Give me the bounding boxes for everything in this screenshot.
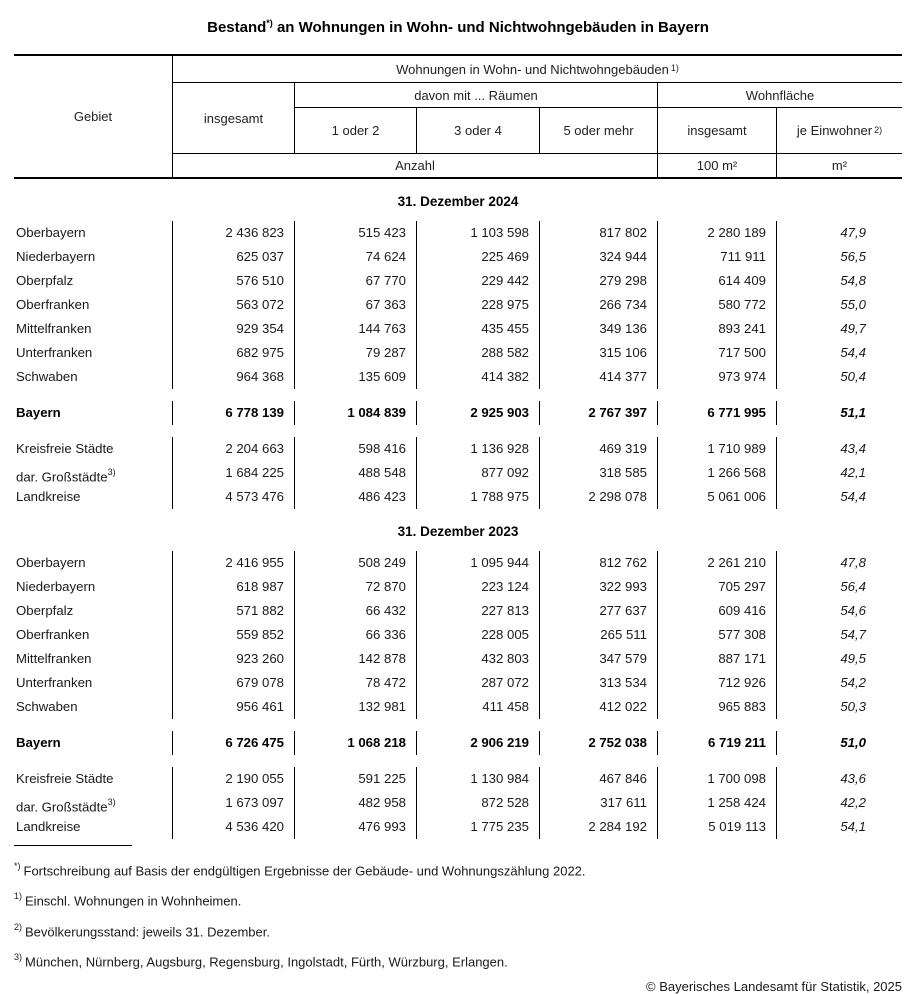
value-cell: 229 442	[417, 269, 540, 293]
value-cell: 2 767 397	[540, 401, 658, 425]
row-label-text: Landkreise	[16, 819, 81, 834]
row-label-text: Schwaben	[16, 699, 78, 714]
row-label	[14, 341, 173, 365]
value-cell: 580 772	[658, 293, 777, 317]
header-group-wohnungen	[173, 56, 902, 83]
value-cell: 6 726 475	[173, 731, 295, 755]
value-cell: 279 298	[540, 269, 658, 293]
value-cell: 67 363	[295, 293, 417, 317]
header-raeume-3-oder-4: 3 oder 4	[417, 108, 540, 153]
value-cell: 4 536 420	[173, 815, 295, 839]
value-cell: 571 882	[173, 599, 295, 623]
row-block	[14, 767, 902, 839]
value-cell: 872 528	[417, 791, 540, 815]
value-cell: 1 710 989	[658, 437, 777, 461]
value-cell: 467 846	[540, 767, 658, 791]
value-cell: 54,6	[840, 603, 866, 618]
value-cell: 315 106	[540, 341, 658, 365]
value-cell: 223 124	[417, 575, 540, 599]
value-cell: 2 190 055	[173, 767, 295, 791]
value-cell: 42,2	[840, 795, 866, 810]
value-cell: 964 368	[173, 365, 295, 389]
row-label-text: dar. Großstädte	[16, 469, 108, 485]
row-label	[14, 599, 173, 623]
value-cell: 56,5	[840, 249, 866, 264]
header-insgesamt: insgesamt	[173, 83, 295, 153]
row-label	[14, 671, 173, 695]
value-cell: 435 455	[417, 317, 540, 341]
value-cell: 54,4	[840, 489, 866, 504]
row-label-text: Niederbayern	[16, 579, 96, 594]
header-raeume-1-oder-2: 1 oder 2	[295, 108, 417, 153]
value-cell: 66 336	[295, 623, 417, 647]
value-cell: 432 803	[417, 647, 540, 671]
row-label-text: Oberfranken	[16, 627, 90, 642]
header-unit-m2: m²	[777, 153, 902, 177]
value-cell: 577 308	[658, 623, 777, 647]
value-cell: 6 778 139	[173, 401, 295, 425]
header-group-wohnungen-label: Wohnungen in Wohn- und Nichtwohngebäuden	[396, 61, 669, 77]
footnote-marker: 2)	[14, 921, 23, 932]
value-cell: 142 878	[295, 647, 417, 671]
value-cell: 486 423	[295, 485, 417, 509]
row-label	[14, 575, 173, 599]
value-cell: 817 802	[540, 221, 658, 245]
value-cell: 54,8	[840, 273, 866, 288]
value-cell: 1 684 225	[173, 461, 295, 485]
row-label	[14, 245, 173, 269]
value-cell: 812 762	[540, 551, 658, 575]
value-cell: 318 585	[540, 461, 658, 485]
value-cell: 67 770	[295, 269, 417, 293]
row-label-text: Mittelfranken	[16, 651, 92, 666]
value-cell: 887 171	[658, 647, 777, 671]
value-cell: 6 719 211	[658, 731, 777, 755]
row-label-text: Bayern	[16, 405, 61, 420]
row-block	[14, 551, 902, 719]
value-cell: 54,2	[840, 675, 866, 690]
header-raeume-5-oder-mehr: 5 oder mehr	[540, 108, 658, 153]
footnote-text: Einschl. Wohnungen in Wohnheimen.	[25, 893, 242, 909]
row-label	[14, 767, 173, 791]
value-cell: 956 461	[173, 695, 295, 719]
footnote-separator	[14, 845, 132, 846]
value-cell: 349 136	[540, 317, 658, 341]
row-label	[14, 695, 173, 719]
footnote-text: Fortschreibung auf Basis der endgültigen Ergebnisse der Gebäude- und Wohnungszählung 2022.	[23, 863, 586, 879]
row-label	[14, 437, 173, 461]
value-cell: 893 241	[658, 317, 777, 341]
value-cell: 132 981	[295, 695, 417, 719]
value-cell: 1 775 235	[417, 815, 540, 839]
value-cell: 50,3	[840, 699, 866, 714]
value-cell: 324 944	[540, 245, 658, 269]
value-cell: 625 037	[173, 245, 295, 269]
row-label-text: Mittelfranken	[16, 321, 92, 336]
value-cell: 2 261 210	[658, 551, 777, 575]
header-je-einwohner-marker: 2)	[874, 124, 883, 135]
value-cell: 614 409	[658, 269, 777, 293]
footnote-marker: 1)	[14, 891, 23, 902]
value-cell: 266 734	[540, 293, 658, 317]
value-cell: 563 072	[173, 293, 295, 317]
row-label	[14, 317, 173, 341]
value-cell: 2 298 078	[540, 485, 658, 509]
value-cell: 591 225	[295, 767, 417, 791]
value-cell: 287 072	[417, 671, 540, 695]
row-label-text: Bayern	[16, 735, 61, 750]
value-cell: 228 975	[417, 293, 540, 317]
value-cell: 78 472	[295, 671, 417, 695]
value-cell: 717 500	[658, 341, 777, 365]
row-label	[14, 791, 173, 815]
value-cell: 2 280 189	[658, 221, 777, 245]
row-block	[14, 437, 902, 509]
value-cell: 2 204 663	[173, 437, 295, 461]
value-cell: 74 624	[295, 245, 417, 269]
footnote	[14, 884, 902, 914]
footnotes	[14, 854, 902, 975]
row-label	[14, 647, 173, 671]
row-label-text: Kreisfreie Städte	[16, 771, 114, 786]
row-block	[14, 731, 902, 755]
value-cell: 144 763	[295, 317, 417, 341]
value-cell: 476 993	[295, 815, 417, 839]
value-cell: 705 297	[658, 575, 777, 599]
header-group-wohnflaeche: Wohnfläche	[658, 83, 902, 108]
footnote	[14, 945, 902, 975]
value-cell: 712 926	[658, 671, 777, 695]
table-header	[14, 54, 902, 179]
row-label	[14, 485, 173, 509]
value-cell: 2 925 903	[417, 401, 540, 425]
value-cell: 1 068 218	[295, 731, 417, 755]
value-cell: 5 061 006	[658, 485, 777, 509]
row-label-footnote-marker: 3)	[107, 797, 116, 807]
value-cell: 50,4	[840, 369, 866, 384]
row-label	[14, 269, 173, 293]
value-cell: 469 319	[540, 437, 658, 461]
value-cell: 1 136 928	[417, 437, 540, 461]
value-cell: 508 249	[295, 551, 417, 575]
value-cell: 54,4	[840, 345, 866, 360]
value-cell: 47,8	[840, 555, 866, 570]
page-title	[14, 14, 902, 37]
value-cell: 42,1	[840, 465, 866, 480]
value-cell: 49,7	[840, 321, 866, 336]
value-cell: 2 416 955	[173, 551, 295, 575]
row-label	[14, 401, 173, 425]
value-cell: 66 432	[295, 599, 417, 623]
header-unit-anzahl: Anzahl	[173, 153, 658, 177]
value-cell: 72 870	[295, 575, 417, 599]
row-label-text: Landkreise	[16, 489, 81, 504]
row-label	[14, 623, 173, 647]
row-label-text: dar. Großstädte	[16, 799, 108, 815]
value-cell: 288 582	[417, 341, 540, 365]
footnote	[14, 915, 902, 945]
value-cell: 1 103 598	[417, 221, 540, 245]
row-label-text: Unterfranken	[16, 675, 93, 690]
title-footnote-marker: *)	[266, 18, 273, 28]
row-label	[14, 461, 173, 485]
value-cell: 135 609	[295, 365, 417, 389]
title-rest: an Wohnungen in Wohn- und Nichtwohngebäuden in Bayern	[272, 19, 709, 36]
header-wohnflaeche-insgesamt: insgesamt	[658, 108, 777, 153]
value-cell: 414 382	[417, 365, 540, 389]
footnote	[14, 854, 902, 884]
header-je-einwohner	[777, 108, 902, 153]
value-cell: 43,4	[840, 441, 866, 456]
value-cell: 1 095 944	[417, 551, 540, 575]
value-cell: 317 611	[540, 791, 658, 815]
value-cell: 973 974	[658, 365, 777, 389]
value-cell: 576 510	[173, 269, 295, 293]
value-cell: 55,0	[840, 297, 866, 312]
row-label-footnote-marker: 3)	[107, 467, 116, 477]
row-block	[14, 401, 902, 425]
value-cell: 313 534	[540, 671, 658, 695]
value-cell: 877 092	[417, 461, 540, 485]
row-label	[14, 293, 173, 317]
value-cell: 609 416	[658, 599, 777, 623]
value-cell: 414 377	[540, 365, 658, 389]
footnote-text: Bevölkerungsstand: jeweils 31. Dezember.	[25, 923, 270, 939]
footnote-marker: *)	[14, 861, 21, 871]
value-cell: 277 637	[540, 599, 658, 623]
row-label-text: Niederbayern	[16, 249, 96, 264]
footnote-marker: 3)	[14, 951, 23, 962]
row-label-text: Unterfranken	[16, 345, 93, 360]
row-label-text: Oberbayern	[16, 225, 86, 240]
value-cell: 411 458	[417, 695, 540, 719]
value-cell: 923 260	[173, 647, 295, 671]
value-cell: 2 436 823	[173, 221, 295, 245]
value-cell: 47,9	[840, 225, 866, 240]
value-cell: 1 084 839	[295, 401, 417, 425]
value-cell: 1 700 098	[658, 767, 777, 791]
value-cell: 682 975	[173, 341, 295, 365]
value-cell: 1 266 568	[658, 461, 777, 485]
row-label	[14, 551, 173, 575]
value-cell: 1 673 097	[173, 791, 295, 815]
value-cell: 1 788 975	[417, 485, 540, 509]
value-cell: 711 911	[658, 245, 777, 269]
value-cell: 51,0	[840, 735, 866, 750]
header-gebiet: Gebiet	[14, 56, 173, 177]
value-cell: 347 579	[540, 647, 658, 671]
section-heading: 31. Dezember 2024	[397, 194, 519, 209]
value-cell: 265 511	[540, 623, 658, 647]
row-label-text: Oberfranken	[16, 297, 90, 312]
row-block	[14, 221, 902, 389]
section-heading: 31. Dezember 2023	[397, 524, 519, 539]
row-label	[14, 815, 173, 839]
value-cell: 482 958	[295, 791, 417, 815]
value-cell: 225 469	[417, 245, 540, 269]
value-cell: 322 993	[540, 575, 658, 599]
value-cell: 1 130 984	[417, 767, 540, 791]
value-cell: 6 771 995	[658, 401, 777, 425]
title-text: Bestand	[207, 19, 267, 36]
value-cell: 1 258 424	[658, 791, 777, 815]
value-cell: 79 287	[295, 341, 417, 365]
value-cell: 228 005	[417, 623, 540, 647]
table-body	[14, 193, 902, 839]
value-cell: 618 987	[173, 575, 295, 599]
value-cell: 51,1	[840, 405, 866, 420]
row-label	[14, 221, 173, 245]
value-cell: 965 883	[658, 695, 777, 719]
row-label-text: Oberpfalz	[16, 273, 74, 288]
value-cell: 488 548	[295, 461, 417, 485]
value-cell: 929 354	[173, 317, 295, 341]
value-cell: 412 022	[540, 695, 658, 719]
value-cell: 54,1	[840, 819, 866, 834]
value-cell: 54,7	[840, 627, 866, 642]
value-cell: 2 752 038	[540, 731, 658, 755]
value-cell: 4 573 476	[173, 485, 295, 509]
value-cell: 598 416	[295, 437, 417, 461]
row-label-text: Oberpfalz	[16, 603, 74, 618]
header-unit-100m2: 100 m²	[658, 153, 777, 177]
value-cell: 2 284 192	[540, 815, 658, 839]
row-label	[14, 731, 173, 755]
value-cell: 5 019 113	[658, 815, 777, 839]
copyright: © Bayerisches Landesamt für Statistik, 2025	[646, 979, 902, 994]
header-group-raeume: davon mit ... Räumen	[295, 83, 658, 108]
value-cell: 227 813	[417, 599, 540, 623]
row-label	[14, 365, 173, 389]
footnote-text: München, Nürnberg, Augsburg, Regensburg, Ingolstadt, Fürth, Würzburg, Erlangen.	[25, 954, 508, 970]
row-label-text: Schwaben	[16, 369, 78, 384]
value-cell: 515 423	[295, 221, 417, 245]
header-group-wohnungen-marker: 1)	[670, 63, 679, 73]
row-label-text: Oberbayern	[16, 555, 86, 570]
header-je-einwohner-label: je Einwohner	[796, 123, 873, 138]
value-cell: 43,6	[840, 771, 866, 786]
value-cell: 2 906 219	[417, 731, 540, 755]
value-cell: 559 852	[173, 623, 295, 647]
value-cell: 56,4	[840, 579, 866, 594]
value-cell: 679 078	[173, 671, 295, 695]
value-cell: 49,5	[840, 651, 866, 666]
row-label-text: Kreisfreie Städte	[16, 441, 114, 456]
